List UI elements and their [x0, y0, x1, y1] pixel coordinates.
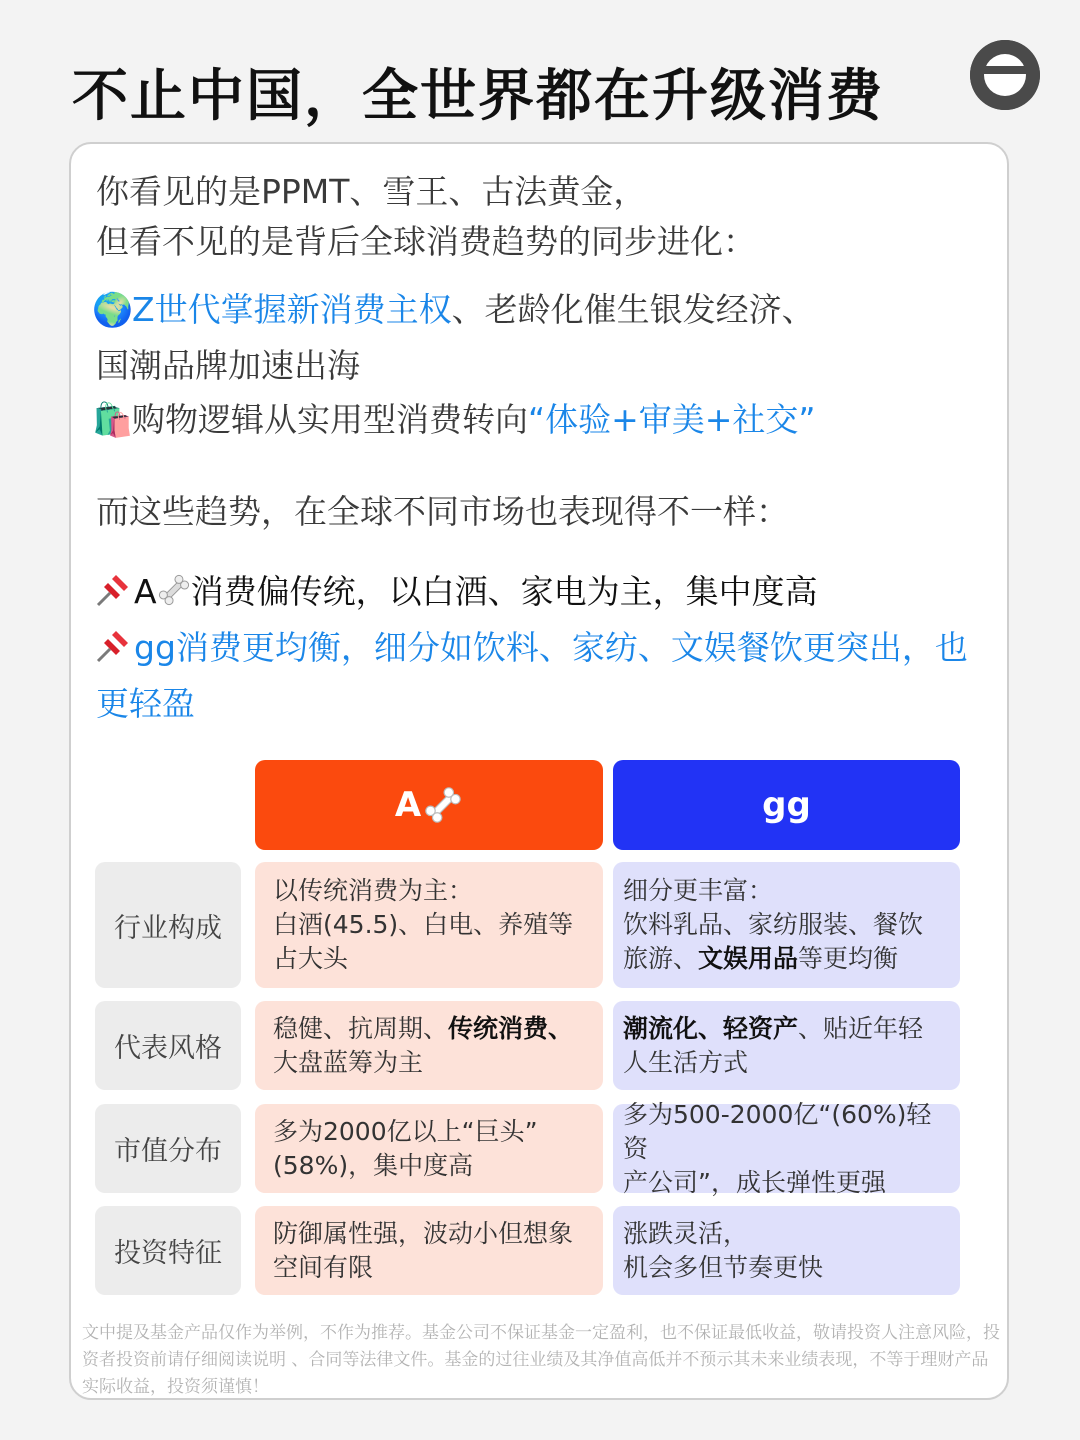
disclaimer-text: 文中提及基金产品仅作为举例，不作为推荐。基金公司不保证基金一定盈利，也不保证最低收益，敬请投资人注意风险，投资者投资前请仔细阅读说明 、合同等法律文件。基金的过往业绩及其净值高低并不预示其未来业绩表现，不等于理财产品实际收益，投资须谨慎！ — [82, 1323, 1000, 1397]
intro-line-1: 你看见的是PPMT、雪王、古法黄金， — [96, 172, 647, 211]
cell-text-part: 稳健、抗周期、 — [273, 1013, 449, 1043]
market-g-line — [94, 622, 968, 669]
cell-text: 防御属性强，波动小但想象 — [273, 1218, 574, 1248]
cell-text: 空间有限 — [273, 1252, 374, 1282]
cell-a-style — [255, 1001, 603, 1090]
cell-g-style — [613, 1001, 960, 1090]
column-header-a-label: A — [394, 785, 422, 825]
cell-text: 细分更丰富： — [623, 876, 774, 905]
market-g-text: gg消费更均衡，细分如饮料、家纺、文娱餐饮更突出，也 — [134, 628, 968, 667]
trend-item-1-rest: 、老龄化催生银发经济、 — [451, 290, 815, 329]
cell-text: 机会多但节奏更快 — [623, 1252, 824, 1282]
row-label-investment: 投资特征 — [95, 1206, 241, 1295]
market-a-text: 消费偏传统，以白酒、家电为主，集中度高 — [190, 572, 818, 611]
trend-item-1-line-2: 国潮品牌加速出海 — [96, 346, 360, 385]
cell-text-part: 等更均衡 — [798, 944, 899, 973]
column-header-g: gg — [613, 760, 960, 850]
pushpin-icon — [94, 627, 132, 665]
trend-item-1 — [92, 284, 815, 331]
cell-text — [623, 942, 950, 976]
cell-text: 占大头 — [273, 944, 349, 973]
cell-text — [623, 1012, 950, 1046]
trend-item-2-plain: 购物逻辑从实用型消费转向 — [132, 400, 528, 439]
trend-highlight-gen-z: Z世代掌握新消费主权 — [132, 290, 452, 329]
cell-text-part: 、贴近年轻 — [798, 1013, 924, 1043]
cell-text: 人生活方式 — [623, 1047, 749, 1077]
column-header-a — [255, 760, 603, 850]
cell-text: 多为2000亿以上“巨头” — [273, 1116, 538, 1146]
row-label-market-cap: 市值分布 — [95, 1104, 241, 1193]
cell-g-investment — [613, 1206, 960, 1295]
row-label-style: 代表风格 — [95, 1001, 241, 1090]
cell-g-industry — [613, 862, 960, 988]
market-a-line — [94, 566, 818, 613]
transition-text: 而这些趋势，在全球不同市场也表现得不一样： — [96, 492, 789, 531]
cell-text: 产公司”，成长弹性更强 — [623, 1167, 886, 1197]
cell-text — [273, 1012, 585, 1046]
cell-a-investment — [255, 1206, 603, 1295]
row-label-industry: 行业构成 — [95, 862, 241, 988]
bone-icon — [423, 785, 463, 825]
cell-text-part: 旅游、 — [623, 944, 699, 973]
shopping-bags-icon: 🛍️ — [92, 400, 134, 439]
globe-icon: 🌍 — [92, 290, 134, 329]
page-title: 不止中国，全世界都在升级消费 — [72, 64, 884, 129]
cell-text: 涨跌灵活， — [623, 1218, 749, 1248]
cell-g-market-cap — [613, 1099, 960, 1197]
trend-item-2 — [92, 394, 816, 441]
market-a-prefix: A — [134, 572, 157, 611]
cell-text: 多为500-2000亿“(60%)轻资 — [623, 1099, 932, 1163]
cell-text-bold: 文娱用品 — [698, 944, 799, 973]
cell-text: 饮料乳品、家纺服装、餐饮 — [623, 910, 924, 939]
smile-circle-logo-icon — [970, 40, 1040, 110]
cell-text: 白酒(45.5)、白电、养殖等 — [273, 910, 574, 939]
pushpin-icon — [94, 571, 132, 609]
bone-icon — [157, 573, 191, 607]
cell-text: 以传统消费为主： — [273, 876, 474, 905]
cell-text-bold: 潮流化、轻资产 — [623, 1013, 799, 1043]
trend-highlight-experience: “体验+审美+社交” — [528, 400, 816, 439]
cell-a-market-cap — [255, 1104, 603, 1193]
cell-a-industry — [255, 862, 603, 988]
market-g-line-2: 更轻盈 — [96, 684, 195, 723]
cell-text-bold: 传统消费、 — [448, 1013, 574, 1043]
intro-line-2: 但看不见的是背后全球消费趋势的同步进化： — [96, 222, 756, 261]
cell-text: 大盘蓝筹为主 — [273, 1047, 424, 1077]
cell-text: (58%)，集中度高 — [273, 1150, 474, 1180]
